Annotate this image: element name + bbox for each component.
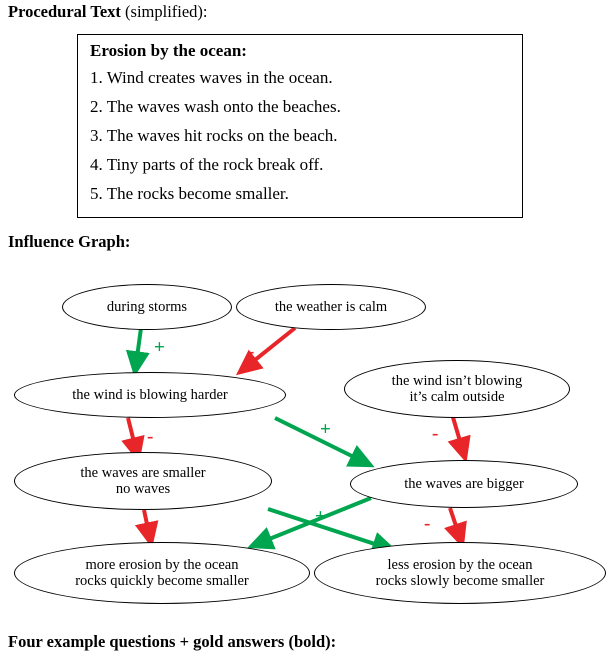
- node-label: the wind isn’t blowing: [391, 372, 523, 389]
- node-label-line2: rocks quickly become smaller: [75, 573, 249, 589]
- edge-storms-wind-harder: [135, 328, 141, 372]
- node-label: less erosion by the ocean: [387, 556, 533, 573]
- procedural-step-4: 4. Tiny parts of the rock break off.: [90, 155, 324, 174]
- influence-graph-heading: [8, 232, 130, 252]
- node-label: the weather is calm: [274, 298, 388, 315]
- edge-waves-bigger-less-erosion: [450, 508, 462, 544]
- procedural-step-1: 1. Wind creates waves in the ocean.: [90, 68, 333, 87]
- node-weather-is-calm: [236, 284, 426, 330]
- procedural-text-heading-rest: (simplified):: [120, 2, 208, 21]
- node-wind-isnt-blowing: [344, 360, 570, 418]
- procedural-step-3: 3. The waves hit rocks on the beach.: [90, 126, 338, 145]
- edge-sign-storms-wind: +: [154, 337, 165, 358]
- procedural-text-heading-bold: Procedural Text: [8, 2, 121, 21]
- node-label: the waves are smaller: [80, 464, 206, 481]
- node-label: during storms: [106, 298, 188, 315]
- node-waves-are-bigger: [350, 460, 578, 508]
- node-during-storms: [62, 284, 232, 330]
- edge-wind-not-blowing-waves-bigger: [452, 414, 465, 458]
- edge-sign-wind-waves-bigger: +: [320, 419, 331, 440]
- node-label-line2: no waves: [115, 481, 171, 497]
- procedural-step-5: 5. The rocks become smaller.: [90, 184, 289, 203]
- node-wind-blowing-harder: [14, 372, 286, 418]
- node-waves-are-smaller: [14, 452, 272, 510]
- node-label: more erosion by the ocean: [85, 556, 239, 573]
- edge-sign-waves-smaller-more-erosion: -: [143, 514, 150, 535]
- edge-sign-wind-not-blowing-waves-bigger: -: [432, 423, 439, 444]
- edge-sign-calm-wind: -: [248, 341, 255, 362]
- influence-graph-heading-text: Influence Graph:: [8, 232, 131, 251]
- node-more-erosion: [14, 542, 310, 604]
- edge-sign-waves-bigger-less-erosion: -: [424, 513, 431, 534]
- procedural-text-title: Erosion by the ocean:: [90, 41, 247, 60]
- procedural-step-2: 2. The waves wash onto the beaches.: [90, 97, 341, 116]
- procedural-text-heading: [8, 2, 208, 22]
- node-label-line2: rocks slowly become smaller: [375, 573, 545, 589]
- node-less-erosion: [314, 542, 606, 604]
- edge-sign-wind-waves-smaller: -: [147, 426, 154, 447]
- questions-heading: Four example questions + gold answers (bold):: [8, 632, 337, 651]
- procedural-text-box: [77, 34, 523, 218]
- edge-sign-waves-smaller-less-erosion: +: [315, 506, 326, 527]
- influence-graph: [0, 262, 612, 614]
- node-label: the wind is blowing harder: [72, 386, 228, 403]
- node-label-line2: it’s calm outside: [409, 389, 505, 405]
- node-label: the waves are bigger: [404, 475, 524, 492]
